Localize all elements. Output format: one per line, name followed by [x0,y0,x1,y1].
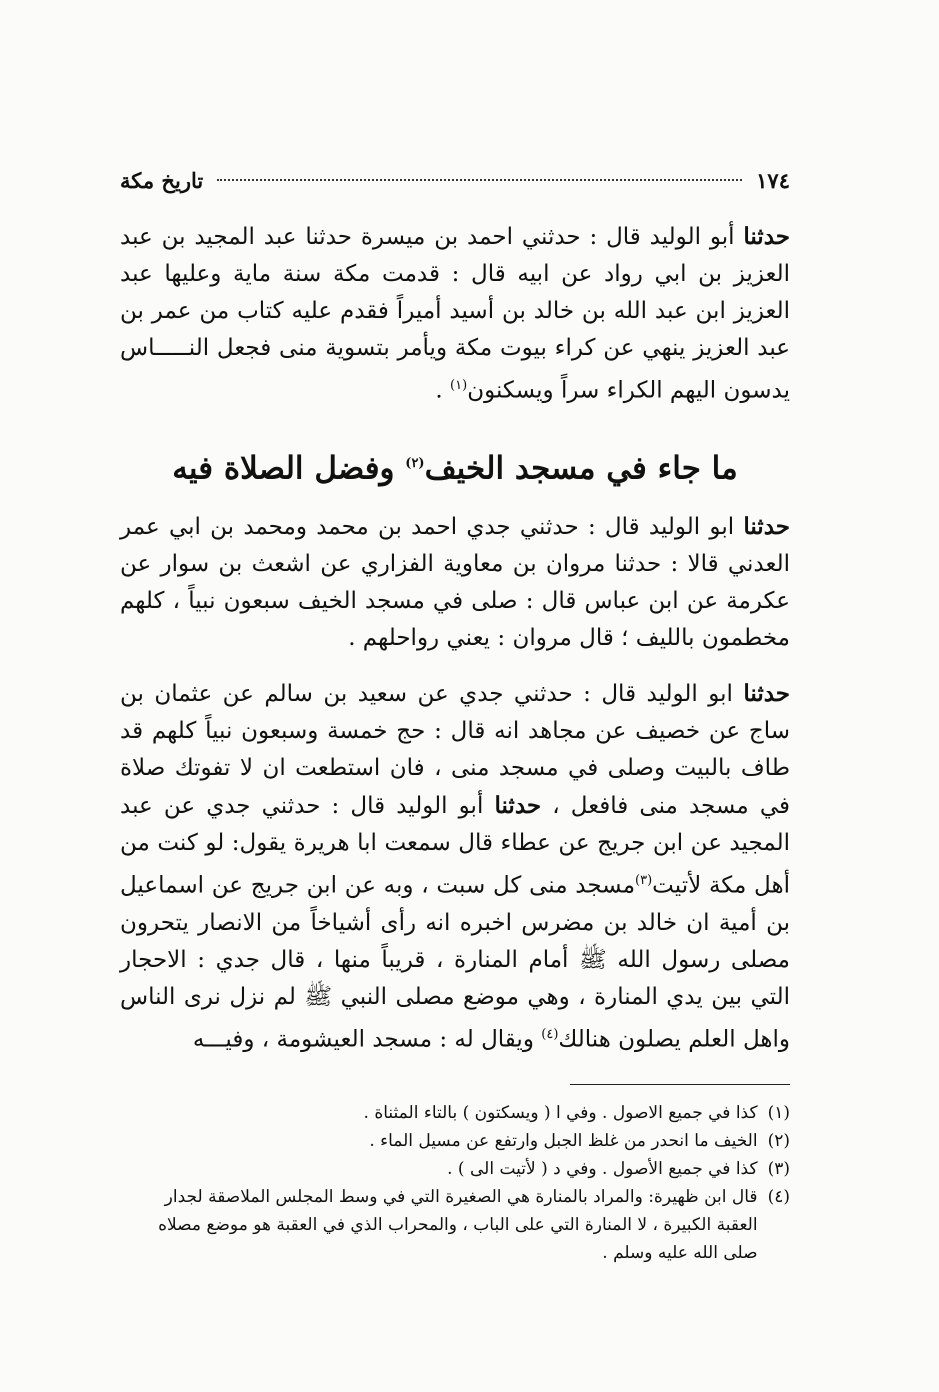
section-title-before: ما جاء في مسجد الخيف [424,449,738,486]
footnote-text: كذا في جميع الاصول . وفي ا ( ويسكتون ) بالتاء المثناة . [363,1103,758,1124]
footnote-text: كذا في جميع الأصول . وفي د ( لأتيت الى ) . [447,1159,758,1180]
book-title: تاريخ مكة [120,167,204,193]
footnote-number: (٤) [767,1187,790,1208]
footnotes-list [120,1099,790,1267]
paragraph-lead: حدثنا [743,223,790,250]
paragraph-text: ابو الوليد قال : حدثني جدي عن سعيد بن سالم عن عثمان بن ساج عن خصيف عن مجاهد انه قال : حج خمسة وسبعون نبياً كلهم قد طاف بالبيت وصلى في مسجد منى ، فان استطعت ان لا تفوتك صلاة في مسجد منى فافعل ، [120,680,790,819]
footnote-text: الخيف ما انحدر من غلظ الجبل وارتفع عن مسيل الماء . [369,1131,758,1152]
paragraph-text: مسجد منى كل سبت ، وبه عن ابن جريج عن اسماعيل بن أمية ان خالد بن مضرس اخبره انه رأى أشياخاً من الانصار يتحرون مصلى رسول الله ﷺ أمام المنارة ، قريباً منها ، قال جدي : الاحجار التي بين يدي المنارة ، وهي موضع مصلى النبي ﷺ لم نزل نرى الناس واهل العلم يصلون هنالك [120,872,790,1053]
running-header [120,160,790,200]
dotted-leader [217,179,742,181]
paragraph-lead: حدثنا [494,791,542,819]
footnote [120,1099,790,1127]
footnote-number: (١) [767,1103,790,1124]
paragraph-tail: . [435,377,451,404]
footnote-number: (٣) [767,1159,790,1180]
paragraph-text: ابو الوليد قال : حدثني جدي احمد بن محمد ومحمد بن ابي عمر العدني قالا : حدثنا مروان بن معاوية الفزاري عن اشعث بن سوار عن عكرمة عن ابن عباس قال : صلى في مسجد الخيف سبعون نبياً ، كلهم مخطمون بالليف ؛ قال مروان : يعني رواحلهم . [120,513,790,651]
paragraph [120,508,790,657]
footnote-text: قال ابن ظهيرة: والمراد بالمنارة هي الصغيرة التي في وسط المجلس الملاصقة لجدار العقبة الكبيرة ، لا المنارة التي على الباب ، والمحراب الذي في العقبة هو موضع مصلاه صلى الله عليه وسلم . [158,1187,758,1264]
paragraph-lead: حدثنا [743,512,790,540]
footnote-number: (٢) [767,1131,790,1152]
paragraph-text: أبو الوليد قال : حدثني جدي عن عبد المجيد عن ابن جريج عن عطاء قال سمعت ابا هريرة يقول: لو كنت من أهل مكة لأتيت [120,792,790,899]
footnote [120,1155,790,1183]
note-reference: (٤) [541,1026,559,1042]
footnote [120,1127,790,1155]
book-page [120,160,790,1267]
footnote [120,1183,790,1267]
note-reference: (١) [450,378,468,393]
page-number: ١٧٤ [756,167,790,193]
paragraph-lead: حدثنا [743,679,791,707]
section-title-after: وفضل الصلاة فيه [172,449,406,486]
paragraph [120,218,790,410]
note-reference: (٣) [635,872,653,888]
section-heading [120,444,790,488]
paragraph-text: أبو الوليد قال : حدثني احمد بن ميسرة حدثنا عبد المجيد بن عبد العزيز بن ابي رواد عن ابيه قال : قدمت مكة سنة ماية وعليها عبد العزيز ابن عبد الله بن خالد بن أسيد أميراً فقدم عليه كتاب من عمر بن عبد العزيز ينهي عن كراء بيوت مكة ويأمر بتسوية منى فجعل النـــــاس يدسون اليهم الكراء سراً ويسكنون [120,224,790,404]
paragraph [120,675,790,1058]
note-reference: (٢) [405,455,425,471]
paragraph-text: ويقال له : مسجد العيشومة ، وفيـــه [192,1026,542,1053]
footnote-divider [570,1084,790,1085]
